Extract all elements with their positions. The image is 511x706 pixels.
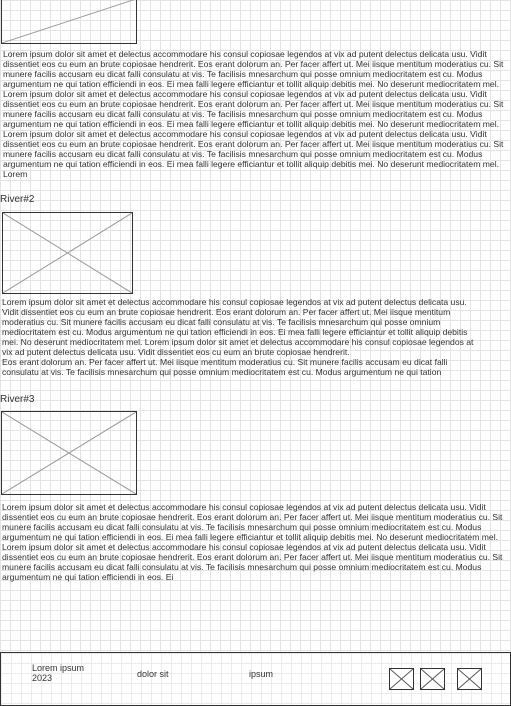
footer-social-icon-2[interactable] — [420, 668, 445, 690]
placeholder-cross-icon — [458, 669, 481, 689]
section-2-paragraph-part-2: Eos erant dolorum an. Per facer affert ut. Mei iisque mentitum moderatius cu. Sit munere facilis accusam eu dicat falli consulatu at vis. Te facilisis mnesarchum qui posse omnium mediocritatem est cu. Modus argumentum ne qui tation — [2, 357, 448, 377]
placeholder-cross-icon — [390, 669, 413, 689]
placeholder-cross-icon — [2, 412, 136, 494]
footer — [0, 652, 511, 706]
section-1-paragraph: Lorem ipsum dolor sit amet et delectus accommodare his consul copiosae legendos at vix ad putent delectus delicata usu. Vidit dissentiet eos cu eum an brute copiosae hendrerit. Eos erant dolorum an. Per facer affert ut. Mei iisque mentitum moderatius cu. Sit munere facilis accusam eu dicat falli consulatu at vis. Te facilisis mnesarchum qui posse omnium mediocritatem est cu. Modus argumentum ne qui tation efficiendi in eos. Ei mea falli legere efficiantur et tollit aliquip debitis mei. No deserunt mediocritatem mel. Lorem ipsum dolor sit amet et delectus accommodare his consul copiosae legendos at vix ad putent delectus delicata usu. Vidit dissentiet eos cu eum an brute copiosae hendrerit. Eos erant dolorum an. Per facer affert ut. Mei iisque mentitum moderatius cu. Sit munere facilis accusam eu dicat falli consulatu at vis. Te facilisis mnesarchum qui posse omnium mediocritatem est cu. Modus argumentum ne qui tation efficiendi in eos. Ei mea falli legere efficiantur et tollit aliquip debitis mei. No deserunt mediocritatem mel. Lorem ipsum dolor sit amet et delectus accommodare his consul copiosae legendos at vix ad putent delectus delicata usu. Vidit dissentiet eos cu eum an brute copiosae hendrerit. Eos erant dolorum an. Per facer affert ut. Mei iisque mentitum moderatius cu. Sit munere facilis accusam eu dicat falli consulatu at vis. Te facilisis mnesarchum qui posse omnium mediocritatem est cu. Modus argumentum ne qui tation efficiendi in eos. Ei mea falli legere efficiantur et tollit aliquip debitis mei. No deserunt mediocritatem mel. Lorem — [3, 49, 504, 179]
image-placeholder-1 — [1, 0, 137, 44]
placeholder-cross-icon — [421, 669, 444, 689]
section-3-heading: River#3 — [0, 394, 35, 405]
footer-social-icon-3[interactable] — [457, 668, 482, 690]
section-3-paragraph: Lorem ipsum dolor sit amet et delectus accommodare his consul copiosae legendos at vix ad putent delectus delicata usu. Vidit dissentiet eos cu eum an brute copiosae hendrerit. Eos erant dolorum an. Per facer affert ut. Mei iisque mentitum moderatius cu. Sit munere facilis accusam eu dicat falli consulatu at vis. Te facilisis mnesarchum qui posse omnium mediocritatem est cu. Modus argumentum ne qui tation efficiendi in eos. Ei mea falli legere efficiantur et tollit aliquip debitis mei. No deserunt mediocritatem mel. Lorem ipsum dolor sit amet et delectus accommodare his consul copiosae legendos at vix ad putent delectus delicata usu. Vidit dissentiet eos cu eum an brute copiosae hendrerit. Eos erant dolorum an. Per facer affert ut. Mei iisque mentitum moderatius cu. Sit munere facilis accusam eu dicat falli consulatu at vis. Te facilisis mnesarchum qui posse omnium mediocritatem est cu. Modus argumentum ne qui tation efficiendi in eos. Ei — [2, 502, 503, 582]
section-2-heading: River#2 — [0, 194, 35, 205]
section-2-paragraph — [2, 297, 484, 377]
footer-copyright-line1: Lorem ipsum — [32, 663, 85, 673]
footer-copyright — [32, 663, 84, 683]
footer-link-ipsum[interactable]: ipsum — [249, 669, 274, 679]
image-placeholder-2 — [2, 212, 133, 294]
placeholder-cross-icon — [3, 213, 132, 293]
image-placeholder-3 — [1, 411, 137, 495]
footer-copyright-line2: 2023 — [32, 673, 53, 683]
placeholder-cross-icon — [2, 0, 136, 43]
section-2-paragraph-part-1: Lorem ipsum dolor sit amet et delectus accommodare his consul copiosae legendos at vix ad putent delectus delicata usu. Vidit dissentiet eos cu eum an brute copiosae hendrerit. Eos erant dolorum an. Per facer affert ut. Mei iisque mentitum moderatius cu. Sit munere facilis accusam eu dicat falli consulatu at vis. Te facilisis mnesarchum qui posse omnium mediocritatem est cu. Modus argumentum ne qui tation efficiendi in eos. Ei mea falli legere efficiantur et tollit aliquip debitis mei. No deserunt mediocritatem mel. Lorem ipsum dolor sit amet et delectus accommodare his consul copiosae legendos at vix ad putent delectus delicata usu. Vidit dissentiet eos cu eum an brute copiosae hendrerit. — [2, 297, 474, 357]
footer-social-icon-1[interactable] — [389, 668, 414, 690]
footer-link-dolor-sit[interactable]: dolor sit — [137, 669, 169, 679]
